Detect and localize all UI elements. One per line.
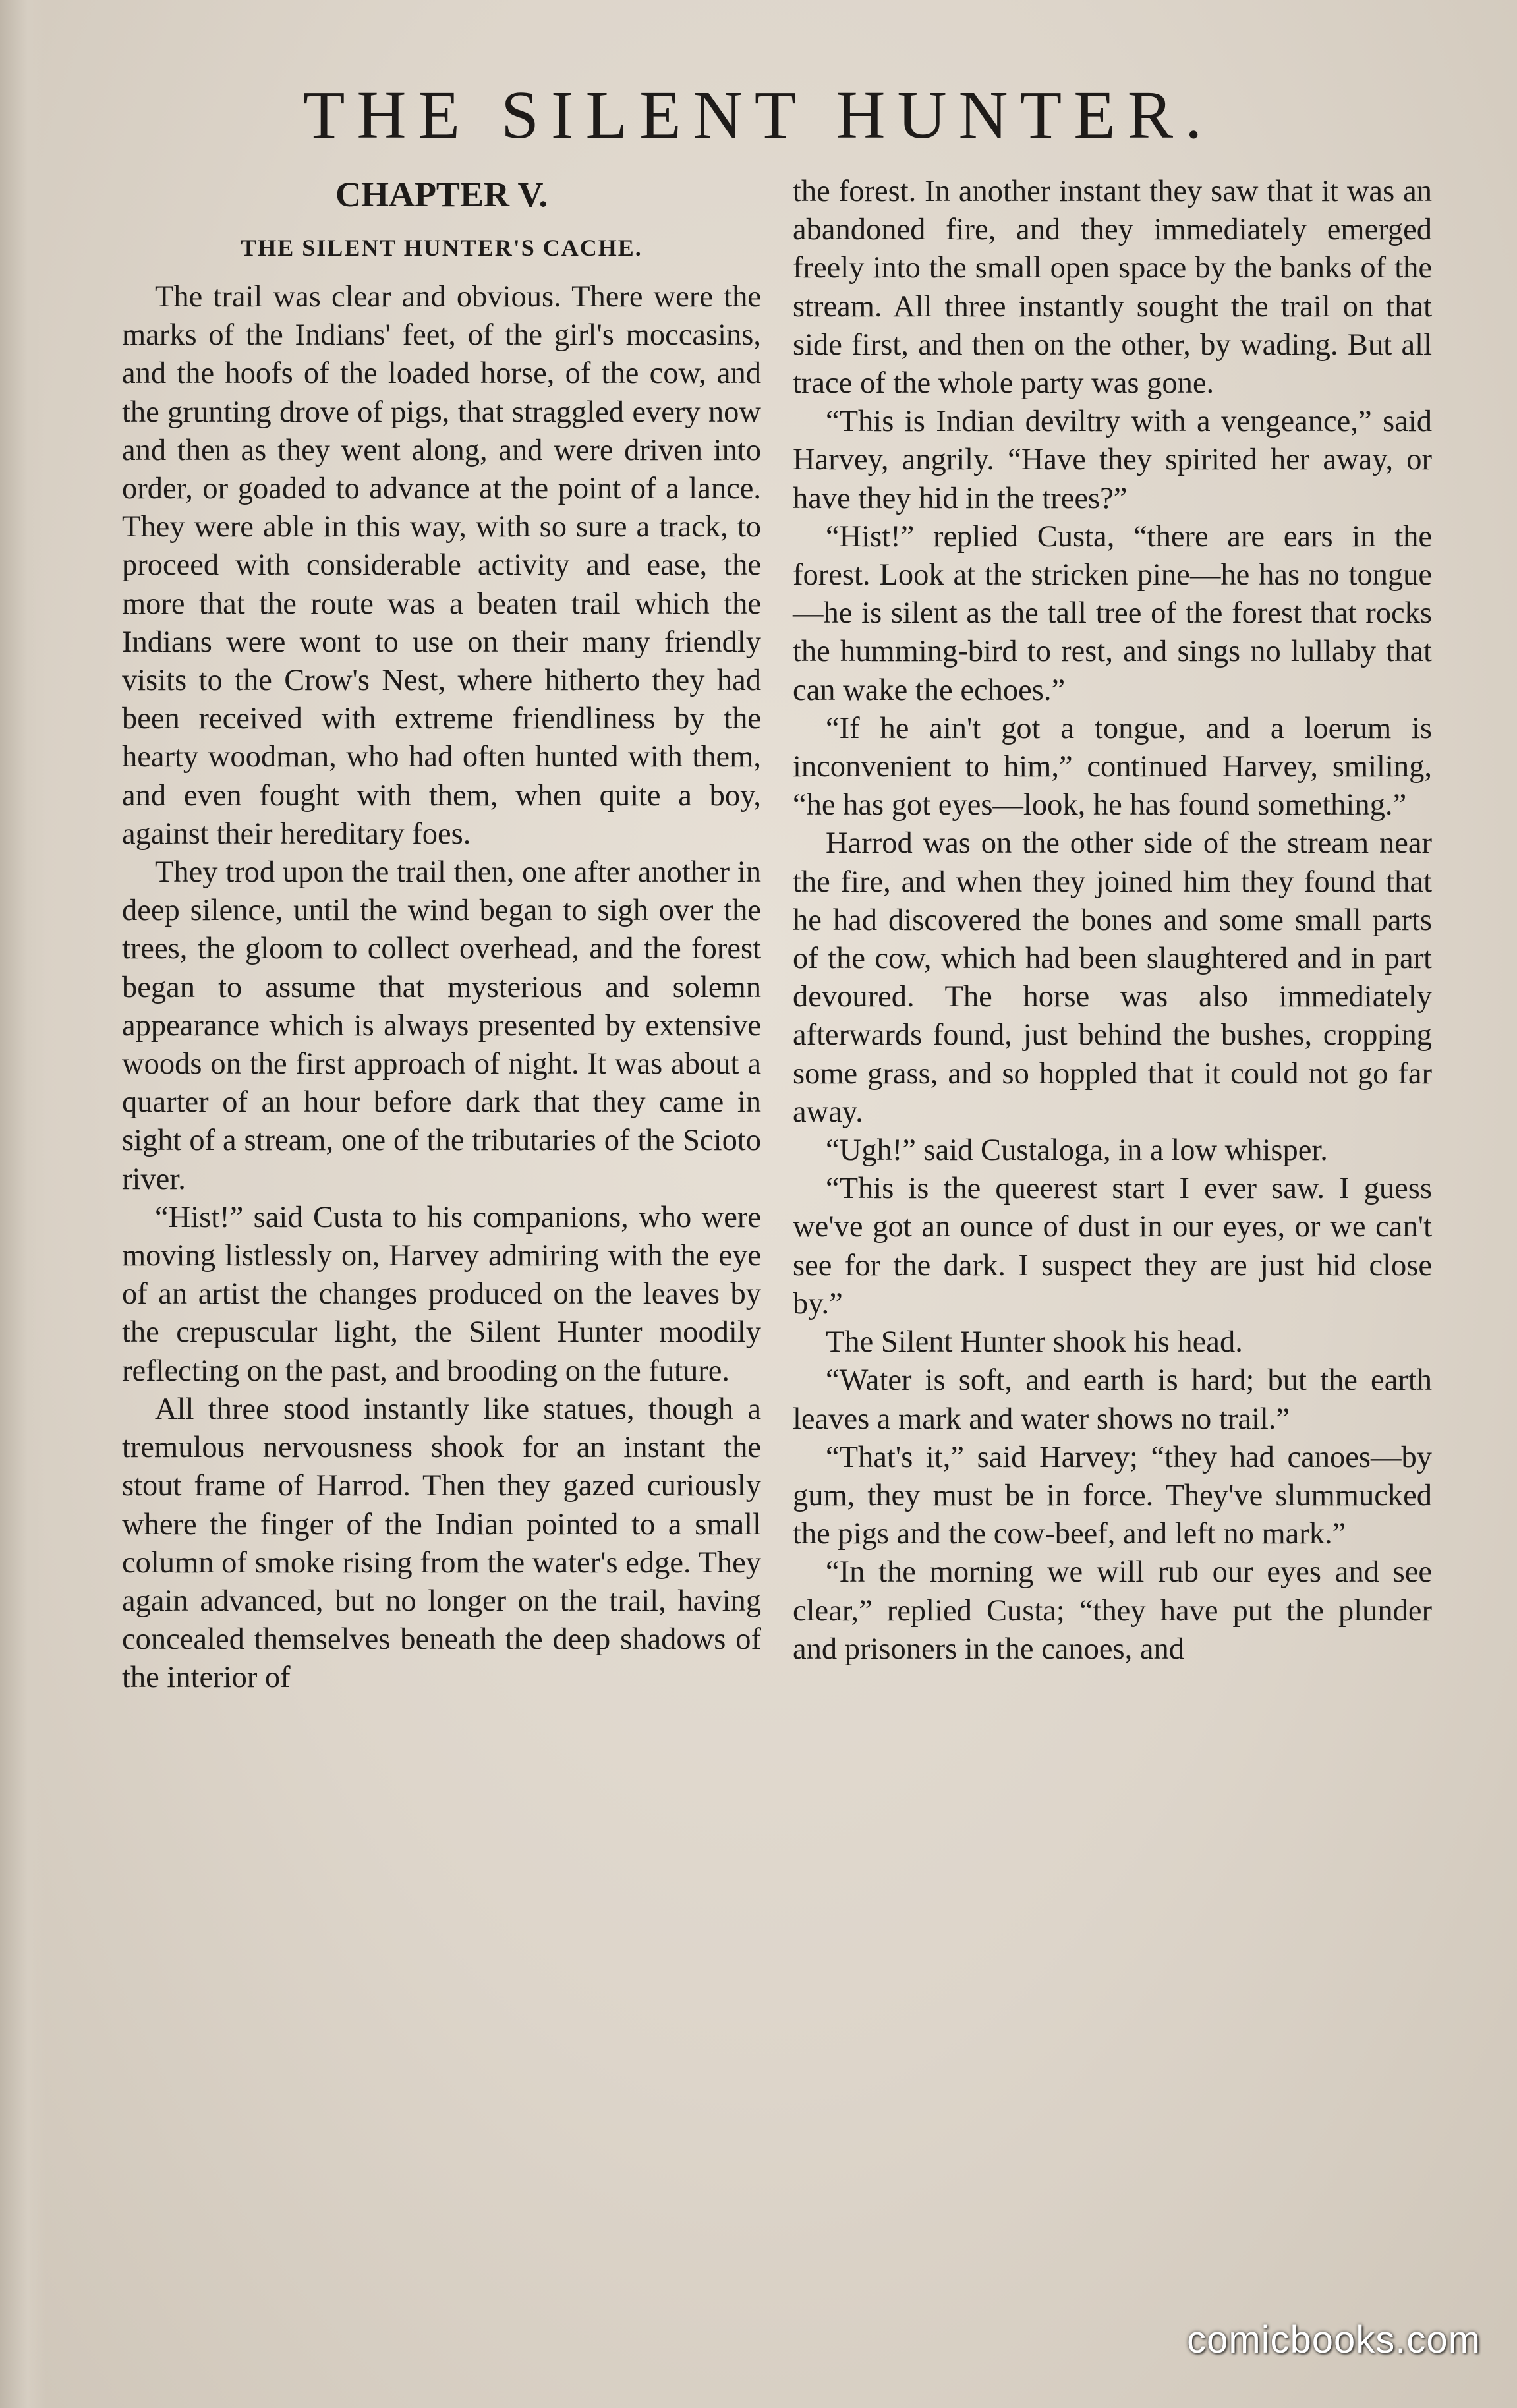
paragraph: The trail was clear and obvious. There were the marks of the Indians' feet, of the girl's moccasins, and the hoofs of the loaded horse, of the cow, and the grunting drove of pigs, that straggled every now and then as they went along, and were driven into order, or goaded to advance at the point of a lance. They were able in this way, with so sure a track, to proceed with considerable activity and ease, the more that the route was a beaten trail which the Indians were wont to use on their many friendly visits to the Crow's Nest, where hitherto they had been received with extreme friendliness by the hearty woodman, who had often hunted with them, and even fought with them, when quite a boy, against their hereditary foes. <box>122 280 761 851</box>
paragraph: “If he ain't got a tongue, and a loerum is inconvenient to him,” continued Harvey, smiling, “he has got eyes—look, he has found something.” <box>793 711 1432 822</box>
paragraph: “Hist!” said Custa to his companions, who were moving listlessly on, Harvey admiring with the eye of an artist the changes produced on the leaves by the crepuscular light, the Silent Hunter moodily reflecting on the past, and brooding on the future. <box>122 1200 761 1388</box>
left-column <box>122 173 761 1698</box>
paragraph: “This is Indian deviltry with a vengeance,” said Harvey, angrily. “Have they spirited her away, or have they hid in the trees?” <box>793 405 1432 515</box>
chapter-heading: CHAPTER V. <box>335 175 548 214</box>
paragraph: All three stood instantly like statues, though a tremulous nervousness shook for an instant the stout frame of Harrod. Then they gazed curiously where the finger of the Indian pointed to a small column of smoke rising from the water's edge. They again advanced, but no longer on the trail, having concealed themselves beneath the deep shadows of the interior of <box>122 1392 761 1695</box>
paragraph: “Ugh!” said Custaloga, in a low whisper. <box>826 1133 1328 1168</box>
paragraph: They trod upon the trail then, one after another in deep silence, until the wind began to sigh over the trees, the gloom to collect overhead, and the forest began to assume that mysterious and solemn appearance which is always presented by extensive woods on the first approach of night. It was about a quarter of an hour before dark that they came in sight of a stream, one of the tributaries of the Scioto river. <box>122 855 761 1196</box>
paragraph: “That's it,” said Harvey; “they had canoes—by gum, they must be in force. They've slummucked the pigs and the cow-beef, and left no mark.” <box>793 1440 1432 1551</box>
paragraph: “Hist!” replied Custa, “there are ears in the forest. Look at the stricken pine—he has no tongue—he is silent as the tall tree of the forest that rocks the humming-bird to rest, and sings no lullaby that can wake the echoes.” <box>793 519 1432 707</box>
paragraph: Harrod was on the other side of the stream near the fire, and when they joined him they found that he had discovered the bones and some small parts of the cow, which had been slaughtered and in part devoured. The horse was also immediately afterwards found, just behind the bushes, cropping some grass, and so hoppled that it could not go far away. <box>793 826 1432 1129</box>
paragraph: “This is the queerest start I ever saw. I guess we've got an ounce of dust in our eyes, or we can't see for the dark. I suspect they are just hid close by.” <box>793 1172 1432 1321</box>
paragraph: the forest. In another instant they saw that it was an abandoned fire, and they immediately emerged freely into the small open space by the banks of the stream. All three instantly sought the trail on that side first, and then on the other, by wading. But all trace of the whole party was gone. <box>793 175 1432 401</box>
page-edge <box>0 0 46 2408</box>
paragraph: “Water is soft, and earth is hard; but the earth leaves a mark and water shows no trail.” <box>793 1363 1432 1436</box>
page-title: THE SILENT HUNTER. <box>302 77 1215 153</box>
paragraph: The Silent Hunter shook his head. <box>826 1325 1243 1360</box>
watermark: comicbooks.com <box>1187 2318 1481 2361</box>
chapter-subheading: THE SILENT HUNTER'S CACHE. <box>241 235 643 261</box>
paragraph: “In the morning we will rub our eyes and see clear,” replied Custa; “they have put the plunder and prisoners in the canoes, and <box>793 1555 1432 1666</box>
right-column <box>793 173 1432 1669</box>
